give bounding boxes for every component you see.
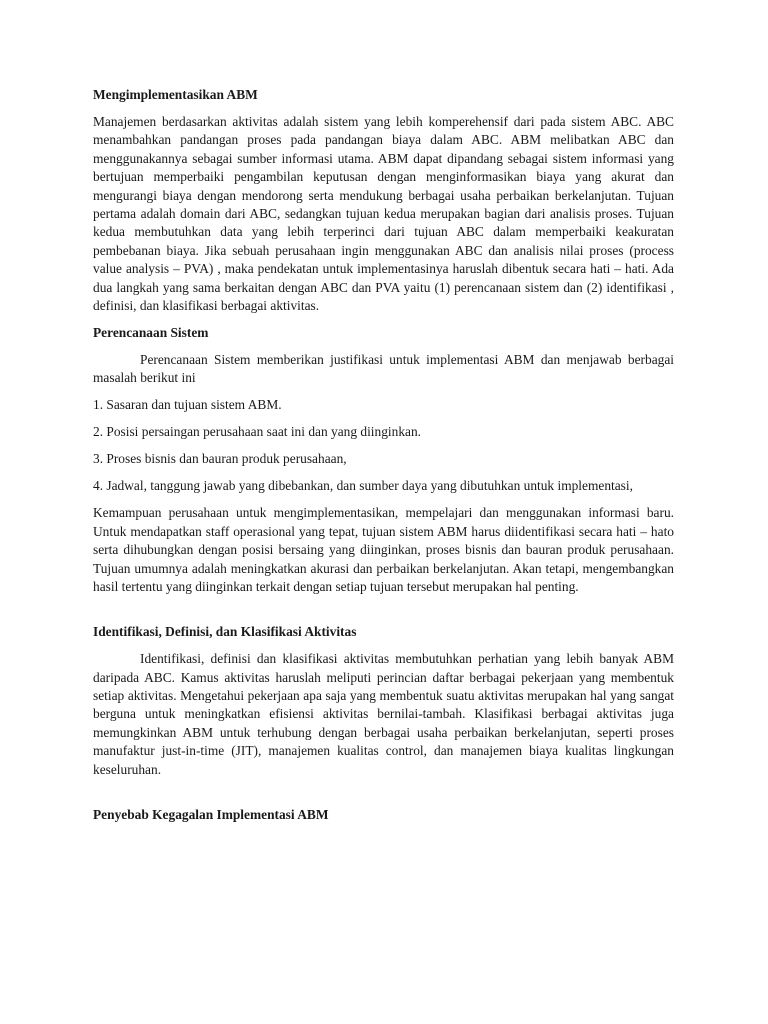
list-item-4: 4. Jadwal, tanggung jawab yang dibebankan, dan sumber daya yang dibutuhkan untuk implementasi, [93,478,633,494]
spacer [93,605,674,623]
list-item-2: 2. Posisi persaingan perusahaan saat ini dan yang diinginkan. [93,424,421,440]
paragraph-perencanaan-intro: Perencanaan Sistem memberikan justifikasi untuk implementasi ABM dan menjawab berbagai masalah berikut ini [93,352,674,386]
heading-penyebab-kegagalan: Penyebab Kegagalan Implementasi ABM [93,806,329,822]
document-page [93,86,674,833]
list-item-3: 3. Proses bisnis dan bauran produk perusahaan, [93,451,347,467]
paragraph-abm-intro: Manajemen berdasarkan aktivitas adalah sistem yang lebih komperehensif dari pada sistem ABC. ABC menambahkan pandangan proses pada pandangan biaya dalam ABC. ABM melibatkan ABC dan menggunakannya sebagai sumber informasi utama. ABM dapat dipandang sebagai sistem informasi yang bertujuan memperbaiki pengambilan keputusan dengan menginformasikan biaya yang akurat dan mengurangi biaya dengan mendorong serta mendukung berbagai usaha perbaikan berkelanjutan. Tujuan pertama adalah domain dari ABC, sedangkan tujuan kedua merupakan bagian dari analisis proses. Tujuan kedua membutuhkan data yang lebih terperinci dari tujuan ABC dalam memperbaiki keakuratan pembebanan biaya. Jika sebuah perusahaan ingin menggunakan ABC dan analisis nilai proses (process value analysis – PVA) , maka pendekatan untuk implementasinya haruslah dibentuk secara hati – hati. Ada dua langkah yang sama berkaitan dengan ABC dan PVA yaitu (1) perencanaan sistem dan (2) identifikasi , definisi, dan klasifikasi berbagai aktivitas. [93,114,674,314]
heading-mengimplementasikan-abm: Mengimplementasikan ABM [93,87,258,102]
list-item-1: 1. Sasaran dan tujuan sistem ABM. [93,397,282,413]
paragraph-identifikasi: Identifikasi, definisi dan klasifikasi aktivitas membutuhkan perhatian yang lebih banyak ABM daripada ABC. Kamus aktivitas haruslah meliputi perincian daftar berbagai pekerjaan yang membentuk setiap aktivitas. Mengetahui pekerjaan apa saja yang membentuk suatu aktivitas merupakan hal yang sangat berguna untuk meningkatkan efisiensi aktivitas bernilai-tambah. Klasifikasi berbagai aktivitas juga memungkinkan ABM untuk terhubung dengan berbagai usaha perbaikan berkelanjutan, seperti proses manufaktur just-in-time (JIT), manajemen kualitas control, dan manajemen biaya kualitas lingkungan keseluruhan. [93,651,674,777]
spacer [93,788,674,806]
heading-identifikasi: Identifikasi, Definisi, dan Klasifikasi Aktivitas [93,624,357,640]
heading-perencanaan-sistem: Perencanaan Sistem [93,325,209,341]
paragraph-kemampuan: Kemampuan perusahaan untuk mengimplementasikan, mempelajari dan menggunakan informasi baru. Untuk mendapatkan staff operasional yang tepat, tujuan sistem ABM harus diidentifikasi secara hati – hato serta dihubungkan dengan posisi bersaing yang diinginkan, proses bisnis dan bauran produk perusahaan. Tujuan umumnya adalah meningkatkan akurasi dan perbaikan berkelanjutan. Akan tetapi, mengembangkan hasil tertentu yang diinginkan terkait dengan setiap tujuan tersebut merupakan hal penting. [93,505,674,595]
